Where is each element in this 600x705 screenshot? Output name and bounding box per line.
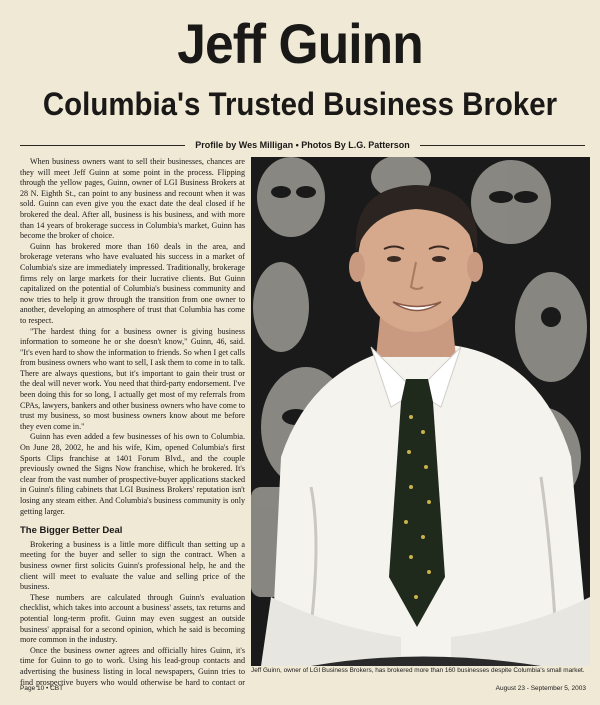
headline-name: Jeff Guinn xyxy=(177,12,423,75)
photo-caption: Jeff Guinn, owner of LGI Business Brokers, has brokered more than 160 businesses despite Columbia's small market. xyxy=(251,667,585,674)
section-paragraph-2: These numbers are calculated through Guinn's evaluation checklist, which takes into account a business' assets, tax returns and potential long-term profit. Guinn may even suggest an outside business' appraisal for a second opinion, which he said is becoming more common in the industry. xyxy=(20,592,245,645)
article-paragraph-2: Guinn has brokered more than 160 deals in the area, and brokerage veterans who have evaluated his success in a market of Columbia's size are immediately impressed. Traditionally, brokerage firms rely on large markets for their lucrative clients. But Guinn capitalized on the potential of Columbia's business community and now tries to help it grow through the transition from one owner to another, developing an atmosphere of trust that Columbia has come to respect. xyxy=(20,241,245,325)
byline-rule-left xyxy=(20,145,185,146)
section-paragraph-3: Once the business owner agrees and officially hires Guinn, it's time for Guinn to go to work. Using his lead-group contacts and advertising the business listing in local newspapers, Guinn tries to find prospective buyers who would otherwise be hard to contact or xyxy=(20,645,245,687)
headline-tagline: Columbia's Trusted Business Broker xyxy=(42,86,558,122)
article-paragraph-1: When business owners want to sell their businesses, chances are they will meet Jeff Guinn at some point in the process. Flipping through the yellow pages, Guinn, owner of LGI Business Brokers at 28 N. Eighth St., can point to any business and recount when it was sold. Guinn can even give you the exact date the deal closed if he brokered the deal. After all, business is his business, and with more than 14 years of brokerage success in Columbia's market, Guinn has become the broker of choice. xyxy=(20,157,245,241)
section-heading: The Bigger Better Deal xyxy=(20,525,123,537)
article-paragraph-4: Guinn has even added a few businesses of his own to Columbia. On June 28, 2002, he and his wife, Kim, opened Columbia's first Sports Clips franchise at 1401 Forum Blvd., and the couple previously owned the Signs Now franchise, which he brokered. It's clear from the vast number of prospective-buyer applications stacked in Guinn's filing cabinets that LGI Business Brokers' reputation isn't losing any steam either. And Columbia's business community is only getting larger. xyxy=(20,432,245,516)
portrait-photo xyxy=(251,157,590,666)
article-body xyxy=(20,157,245,687)
article-paragraph-3: "The hardest thing for a business owner is giving business information to someone he or she doesn't know," Guinn, 46, said. "It's even hard to show the information to friends. So when I get calls from business owners who want to sell, I ask them to come in to talk. There are always questions, but it's important to gain their trust or the deal will never work. You need that third-party endorsement. I've been doing this for so long, I actually get most of my referrals from CPAs, lawyers, bankers and other business owners who have come to trust my business, so most business owners know about me before they even come in." xyxy=(20,326,245,431)
footer-date: August 23 - September 5, 2003 xyxy=(495,685,586,692)
portrait-illustration xyxy=(251,157,590,666)
byline: Profile by Wes Milligan • Photos By L.G. Patterson xyxy=(195,140,410,150)
section-paragraph-1: Brokering a business is a little more difficult than setting up a meeting for the buyer and seller to sign the contract. When a business owner first solicits Guinn's professional help, he and the client will meet to evaluate the value and selling price of the business. xyxy=(20,539,245,592)
footer-page-number: Page 10 • CBT xyxy=(20,685,64,692)
byline-row xyxy=(20,137,585,153)
byline-rule-right xyxy=(420,145,585,146)
